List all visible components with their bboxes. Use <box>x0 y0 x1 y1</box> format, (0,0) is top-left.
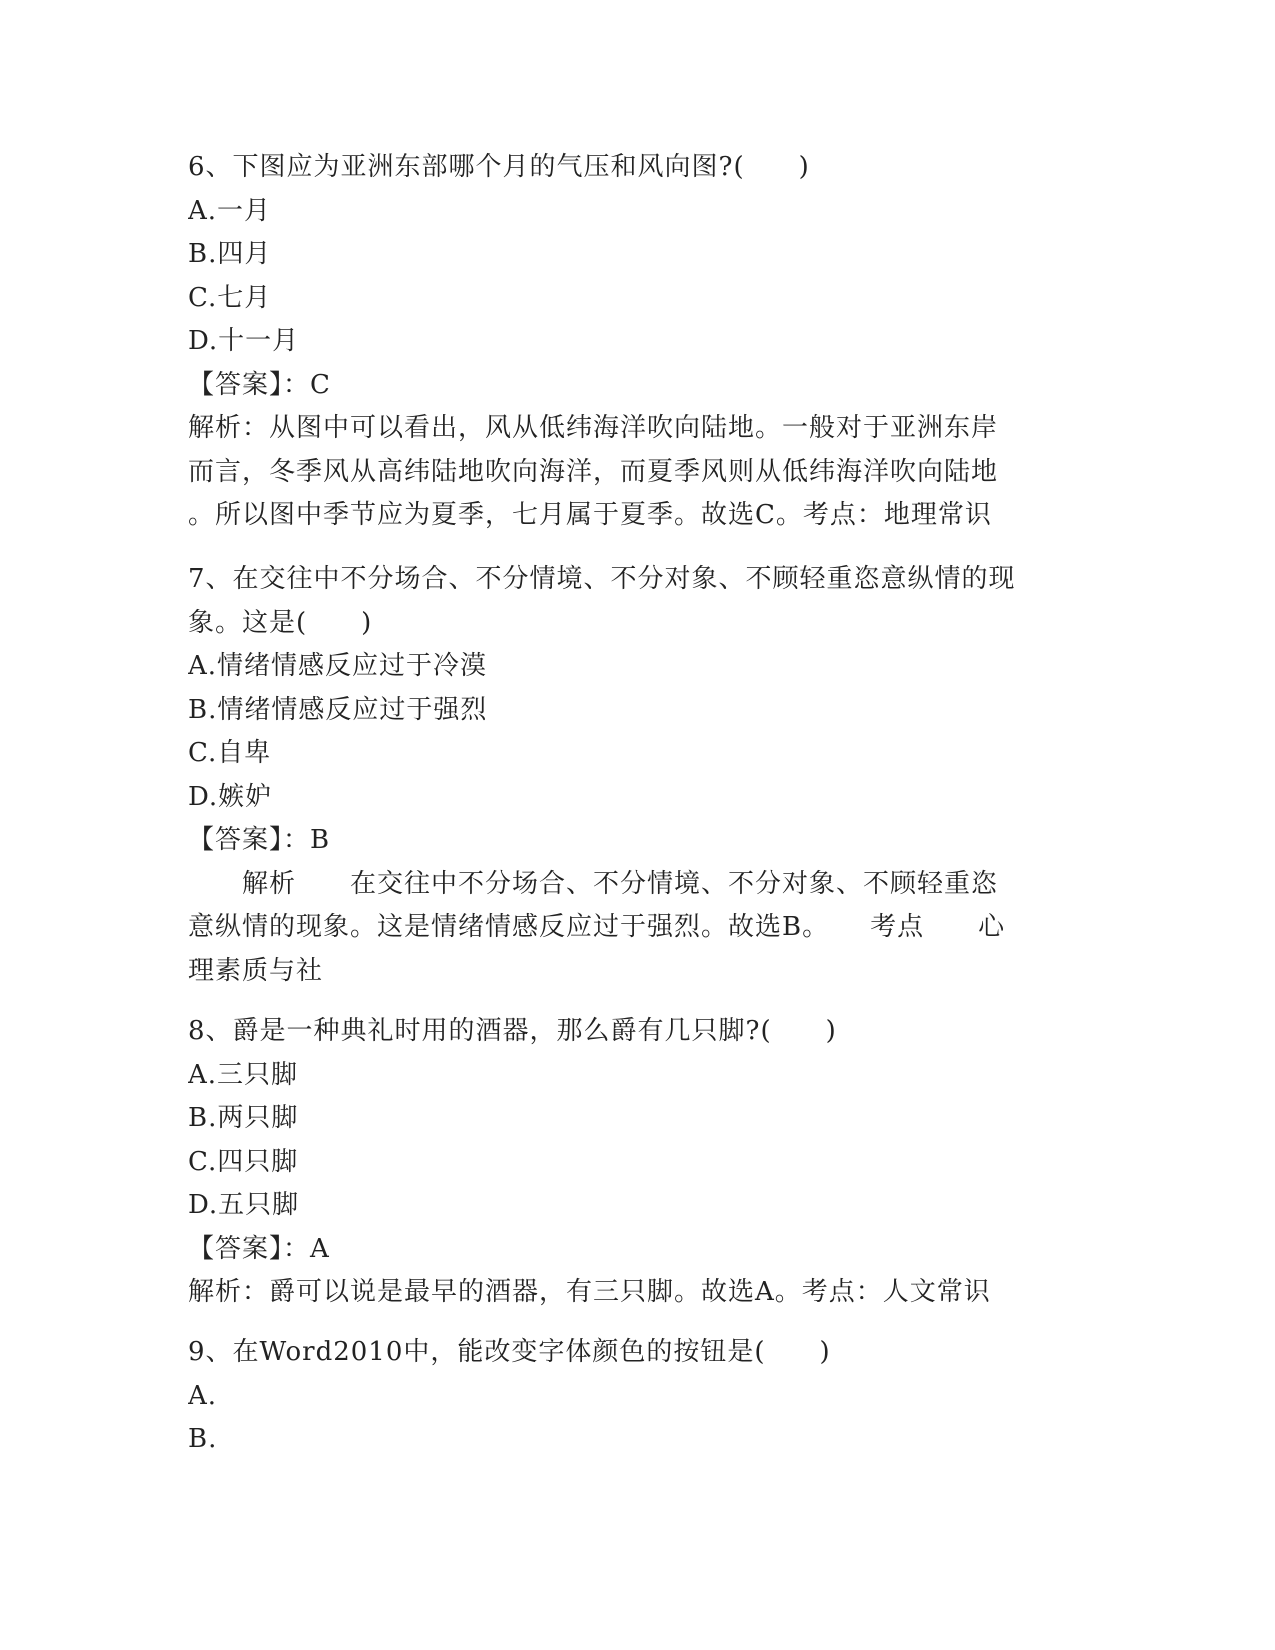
question-stem: 7、在交往中不分场合、不分情境、不分对象、不顾轻重恣意纵情的现 <box>188 564 1016 594</box>
option-b: B.情绪情感反应过于强烈 <box>188 694 488 725</box>
option-b: B.两只脚 <box>188 1103 299 1133</box>
question-8 <box>188 1010 1068 1315</box>
analysis-line: 而言，冬季风从高纬陆地吹向海洋，而夏季风则从低纬海洋吹向陆地 <box>188 456 999 487</box>
analysis-line: 意纵情的现象。这是情绪情感反应过于强烈。故选B。 考点 心 <box>188 912 1006 942</box>
option-b: B. <box>188 1424 218 1454</box>
option-d: D.嫉妒 <box>188 781 273 812</box>
option-c: C.自卑 <box>188 738 272 768</box>
option-d: D.五只脚 <box>188 1190 300 1220</box>
question-stem: 8、爵是一种典礼时用的酒器，那么爵有几只脚?( ) <box>188 1016 837 1046</box>
option-a: A. <box>188 1380 218 1411</box>
analysis-line: 解析 在交往中不分场合、不分情境、不分对象、不顾轻重恣 <box>188 868 999 899</box>
option-d: D.十一月 <box>188 326 300 356</box>
question-6 <box>188 146 1068 538</box>
analysis-line: 理素质与社 <box>188 955 324 986</box>
analysis-line: 。所以图中季节应为夏季，七月属于夏季。故选C。考点：地理常识 <box>188 500 992 530</box>
question-stem: 6、下图应为亚洲东部哪个月的气压和风向图?( ) <box>188 152 810 182</box>
question-stem: 象。这是( ) <box>188 607 373 638</box>
analysis-line: 解析：爵可以说是最早的酒器，有三只脚。故选A。考点：人文常识 <box>188 1277 991 1307</box>
option-a: A.一月 <box>188 195 272 226</box>
answer: 【答案】：B <box>188 825 331 855</box>
question-stem: 9、在Word2010中，能改变字体颜色的按钮是( ) <box>188 1337 831 1367</box>
option-c: C.七月 <box>188 282 272 313</box>
option-a: A.三只脚 <box>188 1059 299 1090</box>
question-9 <box>188 1331 1068 1462</box>
answer: 【答案】：C <box>188 369 331 400</box>
option-c: C.四只脚 <box>188 1146 299 1177</box>
answer: 【答案】：A <box>188 1233 330 1264</box>
option-b: B.四月 <box>188 239 272 269</box>
option-a: A.情绪情感反应过于冷漠 <box>188 651 488 681</box>
analysis-line: 解析：从图中可以看出，风从低纬海洋吹向陆地。一般对于亚洲东岸 <box>188 413 999 443</box>
question-7 <box>188 558 1068 993</box>
